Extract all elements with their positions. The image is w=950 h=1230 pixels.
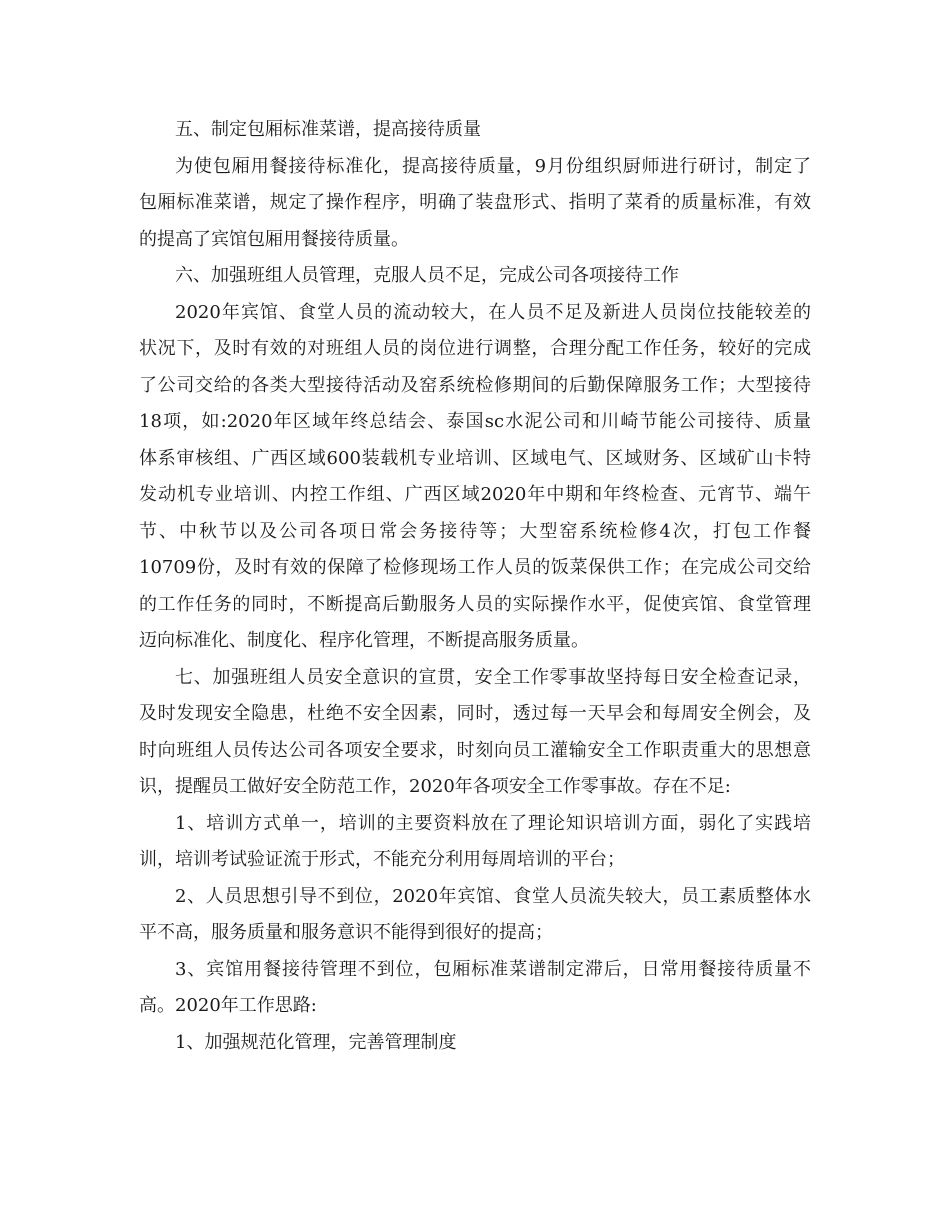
text-line: 10709份，及时有效的保障了检修现场工作人员的饭菜保供工作；在完成公司交给 (139, 557, 811, 578)
text-line: 3、宾馆用餐接待管理不到位，包厢标准菜谱制定滞后，日常用餐接待质量不 (175, 958, 811, 980)
text-line: 包厢标准菜谱，规定了操作程序，明确了装盘形式、指明了菜肴的质量标准，有效 (139, 192, 811, 213)
text-line: 及时发现安全隐患，杜绝不安全因素，同时，透过每一天早会和每周安全例会，及 (139, 703, 811, 724)
text-line: 为使包厢用餐接待标准化，提高接待质量，9月份组织厨师进行研讨，制定了 (175, 155, 811, 177)
text-line: 节、中秋节以及公司各项日常会务接待等；大型窑系统检修4次，打包工作餐 (139, 520, 811, 542)
text-line: 的工作任务的同时，不断提高后勤服务人员的实际操作水平，促使宾馆、食堂管理 (139, 593, 811, 615)
text-line: 2、人员思想引导不到位，2020年宾馆、食堂人员流失较大，员工素质整体水 (175, 885, 811, 907)
text-line: 高。2020年工作思路: (139, 995, 317, 1016)
text-line: 七、加强班组人员安全意识的宣贯，安全工作零事故坚持每日安全检查记录， (175, 666, 811, 688)
text-line: 状况下，及时有效的对班组人员的岗位进行调整，合理分配工作任务，较好的完成 (139, 338, 811, 359)
document-page (139, 112, 811, 1061)
text-line: 平不高，服务质量和服务意识不能得到很好的提高； (139, 922, 553, 943)
text-line: 1、培训方式单一，培训的主要资料放在了理论知识培训方面，弱化了实践培 (175, 812, 811, 834)
text-line: 1、加强规范化管理，完善管理制度 (175, 1031, 457, 1053)
text-line: 2020年宾馆、食堂人员的流动较大，在人员不足及新进人员岗位技能较差的 (175, 301, 811, 323)
text-line: 发动机专业培训、内控工作组、广西区域2020年中期和年终检查、元宵节、端午 (139, 484, 811, 505)
text-line: 时向班组人员传达公司各项安全要求，时刻向员工灌输安全工作职责重大的思想意 (139, 739, 811, 761)
text-line: 迈向标准化、制度化、程序化管理，不断提高服务质量。 (139, 630, 589, 651)
text-line: 的提高了宾馆包厢用餐接待质量。 (139, 228, 409, 250)
text-line: 识，提醒员工做好安全防范工作，2020年各项安全工作零事故。存在不足: (139, 776, 731, 797)
text-line: 体系审核组、广西区域600装载机专业培训、区域电气、区域财务、区域矿山卡特 (139, 447, 811, 469)
text-line: 五、制定包厢标准菜谱，提高接待质量 (175, 119, 481, 140)
text-line: 六、加强班组人员管理，克服人员不足，完成公司各项接待工作 (175, 265, 679, 286)
text-line: 18项，如:2020年区域年终总结会、泰国sc水泥公司和川崎节能公司接待、质量 (139, 411, 811, 432)
text-line: 训，培训考试验证流于形式，不能充分利用每周培训的平台； (139, 849, 625, 870)
text-line: 了公司交给的各类大型接待活动及窑系统检修期间的后勤保障服务工作；大型接待 (139, 374, 811, 396)
